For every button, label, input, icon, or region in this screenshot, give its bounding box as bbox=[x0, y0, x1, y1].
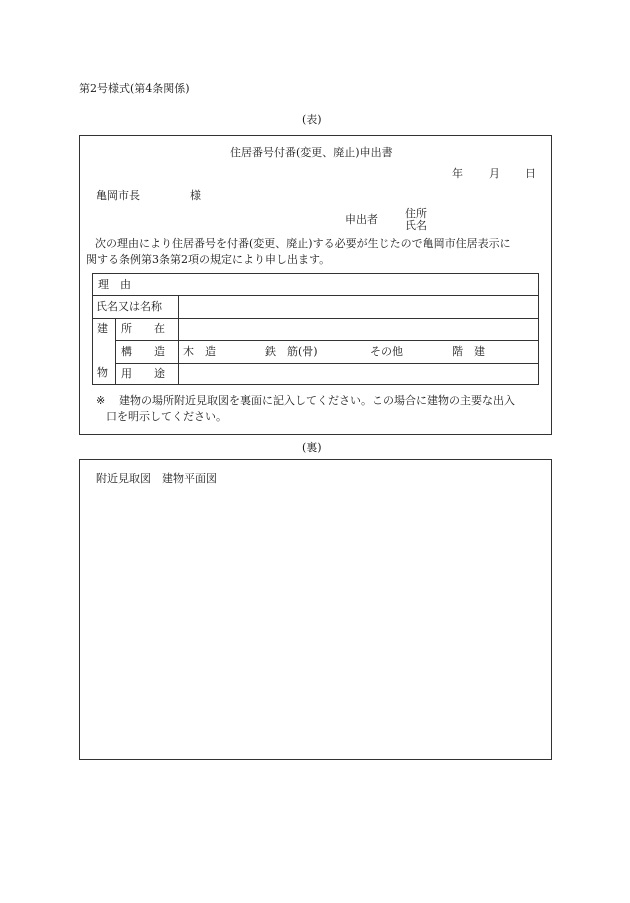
note-line1: 建物の場所附近見取図を裏面に記入してください。この場合に建物の主要な出入 bbox=[119, 394, 515, 407]
honorific: 様 bbox=[190, 189, 201, 202]
back-sketch-frame bbox=[79, 459, 552, 760]
location-label: 所 在 bbox=[121, 322, 165, 335]
reason-label: 理 由 bbox=[98, 278, 131, 291]
applicant-label: 申出者 bbox=[345, 213, 378, 226]
back-label: (裏) bbox=[302, 441, 322, 454]
applicant-name-label: 氏名 bbox=[405, 219, 427, 232]
date-year: 年 bbox=[452, 167, 463, 180]
table-row-divider bbox=[92, 318, 539, 319]
structure-label: 構 造 bbox=[121, 345, 165, 358]
note-line2: 口を明示してください。 bbox=[106, 410, 227, 423]
body-text-line2: 関する条例第3条第2項の規定により申し出ます。 bbox=[86, 253, 331, 266]
note-mark: ※ bbox=[96, 394, 106, 407]
form-title: 住居番号付番(変更、廃止)申出書 bbox=[230, 146, 393, 159]
structure-option-steel: 鉄 筋(骨) bbox=[265, 345, 318, 358]
addressee: 亀岡市長 bbox=[96, 189, 140, 202]
building-label-top: 建 bbox=[97, 322, 108, 335]
form-number: 第2号様式(第4条関係) bbox=[79, 82, 190, 95]
back-caption: 附近見取図 建物平面図 bbox=[96, 472, 217, 485]
date-day: 日 bbox=[525, 167, 536, 180]
date-month: 月 bbox=[489, 167, 500, 180]
table-column-divider bbox=[115, 318, 116, 385]
usage-label: 用 途 bbox=[121, 367, 165, 380]
table-row-divider bbox=[92, 295, 539, 296]
front-label: (表) bbox=[302, 113, 322, 126]
building-label-bottom: 物 bbox=[97, 366, 108, 379]
body-text-line1: 次の理由により住居番号を付番(変更、廃止)する必要が生じたので亀岡市住居表示に bbox=[95, 237, 511, 250]
structure-option-wood: 木 造 bbox=[183, 345, 216, 358]
structure-option-floors: 階 建 bbox=[452, 345, 485, 358]
table-column-divider bbox=[178, 295, 179, 385]
name-or-title-label: 氏名又は名称 bbox=[96, 300, 162, 313]
applicant-address-label: 住所 bbox=[405, 207, 427, 220]
structure-option-other: その他 bbox=[370, 345, 403, 358]
